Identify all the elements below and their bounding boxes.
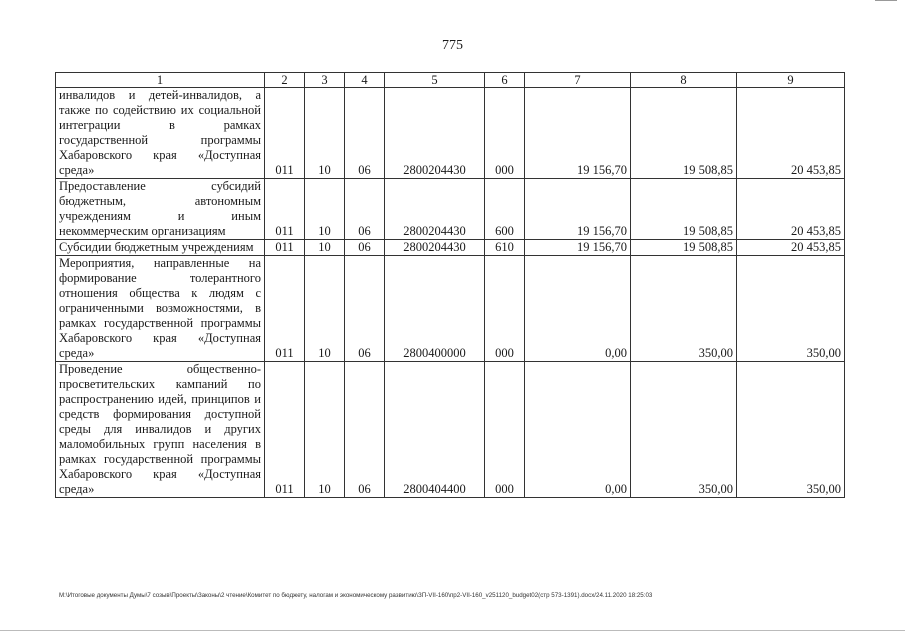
expense-type-cell: 000 [485,256,525,362]
expense-type-cell: 600 [485,179,525,240]
header-cell: 3 [305,73,345,88]
row-name-cell: Проведение общественно-просветительских кампаний по распространению идей, принципов и средств формирования доступной среды для инвалидов и других маломобильных групп населения в рамках государственной программы Хабаровского края «Доступная среда» [56,362,265,498]
expense-type-cell: 000 [485,88,525,179]
subsection-cell: 06 [345,256,385,362]
amount-cell: 350,00 [631,256,737,362]
section-cell: 10 [305,88,345,179]
header-cell: 8 [631,73,737,88]
table-row [56,240,845,256]
corner-mark [875,0,897,3]
ministry-code-cell: 011 [265,362,305,498]
section-cell: 10 [305,362,345,498]
document-path-footer: M:\Итоговые документы Думы\7 созыв\Проекты\Законы\2 чтение\Комитет по бюджету, налогам и экономическому развитию\ЗП-VII-160\пр2-VII-160_v251120_budget02(стр 573-1391).docx/24.11.2020 18:25:03 [59,592,653,599]
table-row [56,88,845,179]
amount-cell: 19 156,70 [525,179,631,240]
row-name-cell: Мероприятия, направленные на формирование толерантного отношения общества к людям с ограниченными возможностями, в рамках государственной программы Хабаровского края «Доступная среда» [56,256,265,362]
header-cell: 5 [385,73,485,88]
amount-cell: 19 508,85 [631,179,737,240]
target-article-cell: 2800204430 [385,240,485,256]
section-cell: 10 [305,240,345,256]
amount-cell: 19 508,85 [631,240,737,256]
table-row [56,362,845,498]
row-name-cell: Субсидии бюджетным учреждениям [56,240,265,256]
subsection-cell: 06 [345,88,385,179]
header-cell: 4 [345,73,385,88]
amount-cell: 19 156,70 [525,88,631,179]
amount-cell: 19 508,85 [631,88,737,179]
header-cell: 9 [737,73,845,88]
amount-cell: 20 453,85 [737,179,845,240]
amount-cell: 0,00 [525,256,631,362]
section-cell: 10 [305,179,345,240]
target-article-cell: 2800204430 [385,179,485,240]
header-cell: 7 [525,73,631,88]
ministry-code-cell: 011 [265,256,305,362]
ministry-code-cell: 011 [265,179,305,240]
header-row [56,73,845,88]
ministry-code-cell: 011 [265,240,305,256]
ministry-code-cell: 011 [265,88,305,179]
amount-cell: 20 453,85 [737,88,845,179]
row-name-cell: инвалидов и детей-инвалидов, а также по содействию их социальной интеграции в рамках государственной программы Хабаровского края «Доступная среда» [56,88,265,179]
expense-type-cell: 610 [485,240,525,256]
bottom-divider [0,630,905,631]
page-number: 775 [442,38,463,53]
subsection-cell: 06 [345,179,385,240]
row-name-cell: Предоставление субсидий бюджетным, автономным учреждениям и иным некоммерческим организациям [56,179,265,240]
amount-cell: 350,00 [631,362,737,498]
subsection-cell: 06 [345,362,385,498]
table-row [56,256,845,362]
target-article-cell: 2800400000 [385,256,485,362]
header-cell: 6 [485,73,525,88]
target-article-cell: 2800204430 [385,88,485,179]
header-cell: 2 [265,73,305,88]
amount-cell: 19 156,70 [525,240,631,256]
target-article-cell: 2800404400 [385,362,485,498]
section-cell: 10 [305,256,345,362]
header-cell: 1 [56,73,265,88]
amount-cell: 0,00 [525,362,631,498]
table-row [56,179,845,240]
budget-table [55,72,845,498]
amount-cell: 350,00 [737,256,845,362]
subsection-cell: 06 [345,240,385,256]
expense-type-cell: 000 [485,362,525,498]
amount-cell: 350,00 [737,362,845,498]
amount-cell: 20 453,85 [737,240,845,256]
